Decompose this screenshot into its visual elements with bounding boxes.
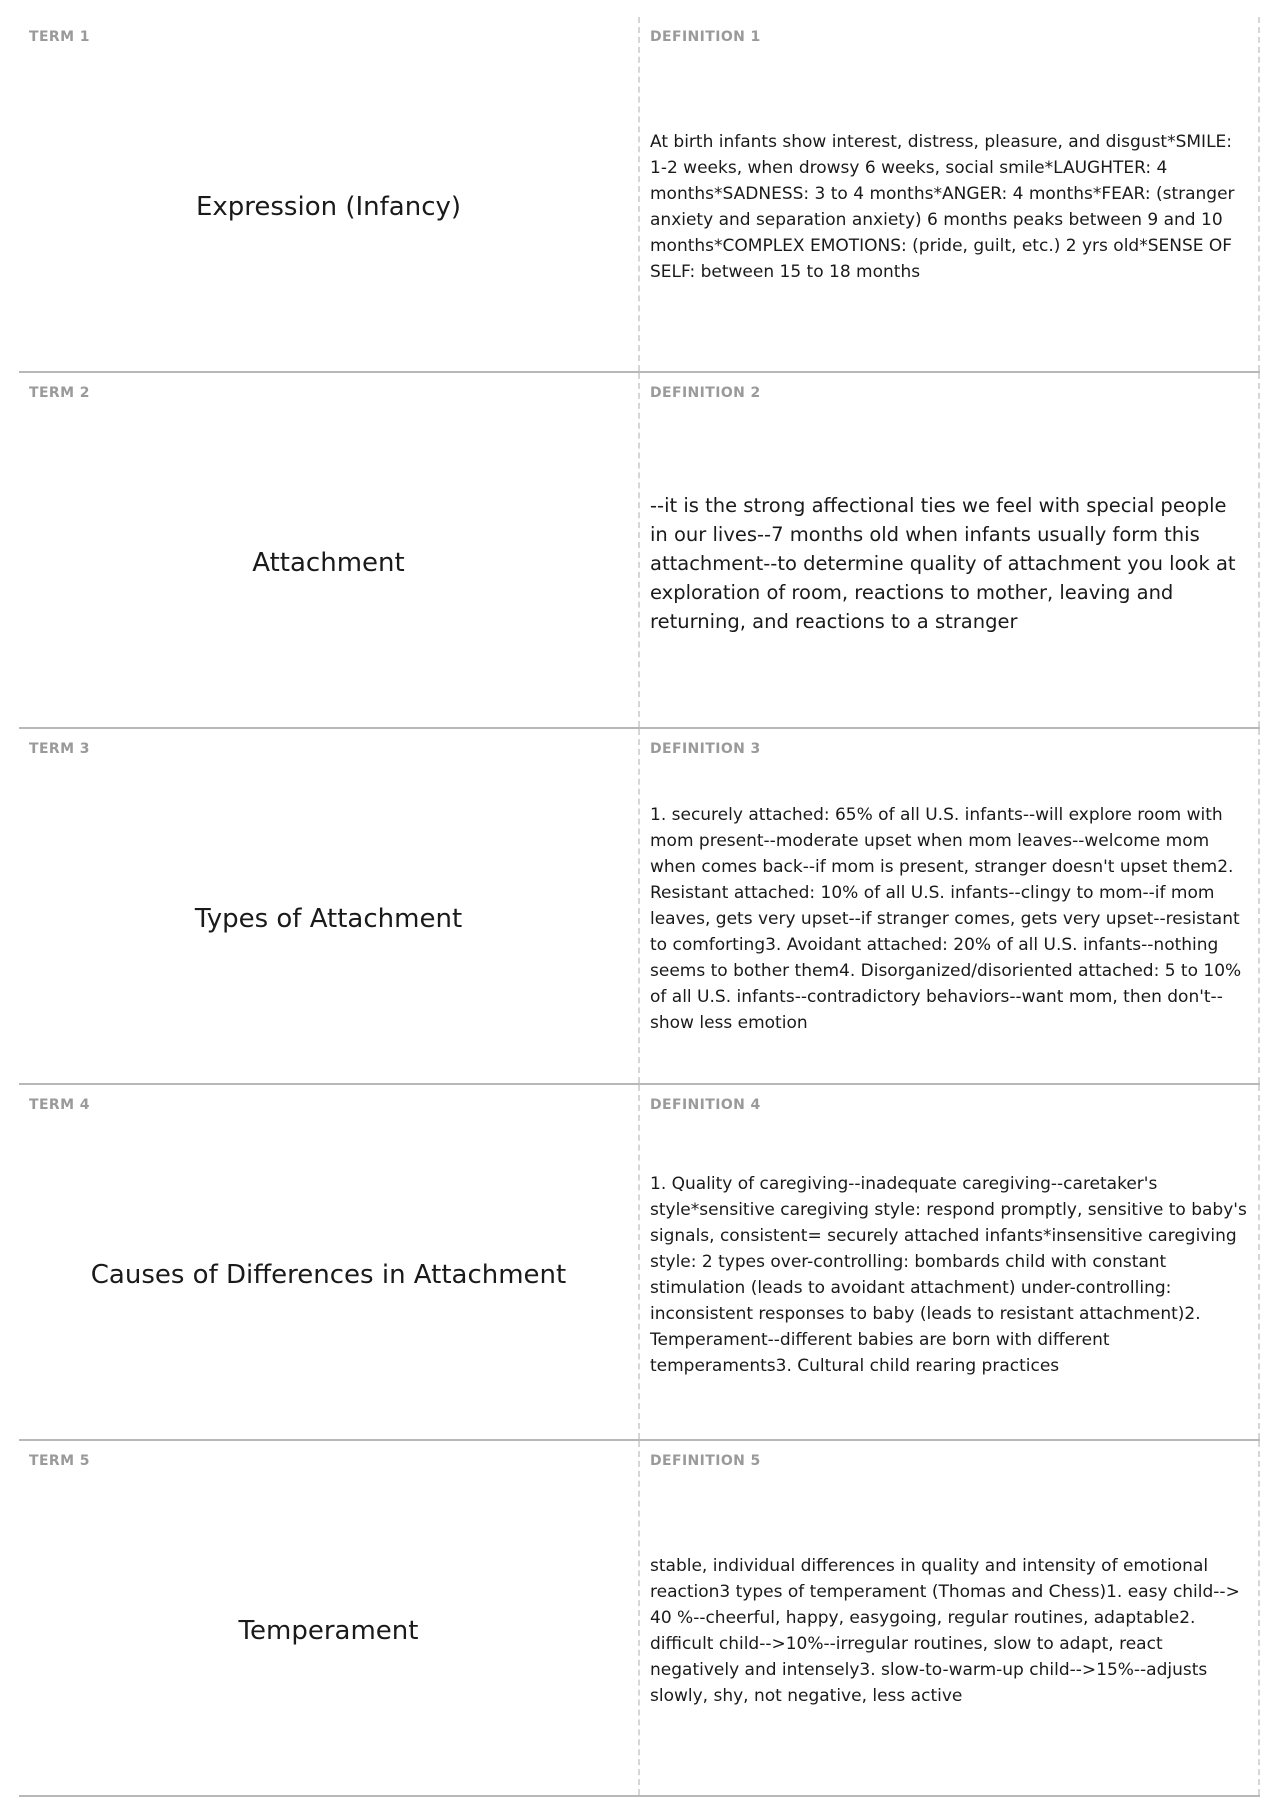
term-label: TERM 5 xyxy=(29,1453,90,1469)
term-cell xyxy=(19,1441,640,1795)
flashcard-row xyxy=(19,729,1260,1085)
term-label: TERM 3 xyxy=(29,741,90,757)
flashcard-row xyxy=(19,1441,1260,1797)
definition-cell xyxy=(640,1085,1260,1439)
definition-label: DEFINITION 2 xyxy=(650,385,761,401)
flashcard-row xyxy=(19,1085,1260,1441)
flashcard-sheet xyxy=(19,17,1260,1797)
term-cell xyxy=(19,17,640,371)
definition-cell xyxy=(640,1441,1260,1795)
term-cell xyxy=(19,729,640,1083)
term-text: Temperament xyxy=(238,1616,419,1646)
term-text: Expression (Infancy) xyxy=(195,192,462,222)
term-cell xyxy=(19,373,640,727)
term-label: TERM 1 xyxy=(29,29,90,45)
definition-label: DEFINITION 5 xyxy=(650,1453,761,1469)
term-label: TERM 2 xyxy=(29,385,90,401)
term-text: Attachment xyxy=(252,548,405,578)
definition-cell xyxy=(640,729,1260,1083)
flashcard-row xyxy=(19,373,1260,729)
definition-label: DEFINITION 4 xyxy=(650,1097,761,1113)
term-text: Causes of Differences in Attachment xyxy=(90,1260,567,1290)
flashcard-row xyxy=(19,17,1260,373)
definition-text: --it is the strong affectional ties we feel with special people in our lives--7 months old when infants usually form this attachment--to determine quality of attachment you look at exploration of room, reactions to mother, leaving and returning, and reactions to a stranger xyxy=(650,493,1236,633)
definition-text: stable, individual differences in quality and intensity of emotional reaction3 types of temperament (Thomas and Chess)1. easy child--> 40 %--cheerful, happy, easygoing, regular routines, adaptable2. difficult child-->10%--irregular routines, slow to adapt, react negatively and intensely3. slow-to-warm-up child-->15%--adjusts slowly, shy, not negative, less active xyxy=(650,1556,1240,1706)
term-text: Types of Attachment xyxy=(194,904,463,934)
definition-label: DEFINITION 3 xyxy=(650,741,761,757)
definition-cell xyxy=(640,17,1260,371)
definition-label: DEFINITION 1 xyxy=(650,29,761,45)
definition-cell xyxy=(640,373,1260,727)
definition-text: At birth infants show interest, distress, pleasure, and disgust*SMILE: 1-2 weeks, when drowsy 6 weeks, social smile*LAUGHTER: 4 months*SADNESS: 3 to 4 months*ANGER: 4 months*FEAR: (stranger anxiety and separation anxiety) 6 months peaks between 9 and 10 months*COMPLEX EMOTIONS: (pride, guilt, etc.) 2 yrs old*SENSE OF SELF: between 15 to 18 months xyxy=(650,132,1235,282)
definition-text: 1. Quality of caregiving--inadequate caregiving--caretaker's style*sensitive caregiving style: respond promptly, sensitive to baby's signals, consistent= securely attached infants*insensitive caregiving style: 2 types over-controlling: bombards child with constant stimulation (leads to avoidant attachment) under-controlling: inconsistent responses to baby (leads to resistant attachment)2. Temperament--different babies are born with different temperaments3. Cultural child rearing practices xyxy=(650,1174,1247,1376)
term-label: TERM 4 xyxy=(29,1097,90,1113)
definition-text: 1. securely attached: 65% of all U.S. infants--will explore room with mom present--moderate upset when mom leaves--welcome mom when comes back--if mom is present, stranger doesn't upset them2. Resistant attached: 10% of all U.S. infants--clingy to mom--if mom leaves, gets very upset--if stranger comes, gets very upset--resistant to comforting3. Avoidant attached: 20% of all U.S. infants--nothing seems to bother them4. Disorganized/disoriented attached: 5 to 10% of all U.S. infants--contradictory behaviors--want mom, then don't--show less emotion xyxy=(650,805,1242,1033)
term-cell xyxy=(19,1085,640,1439)
